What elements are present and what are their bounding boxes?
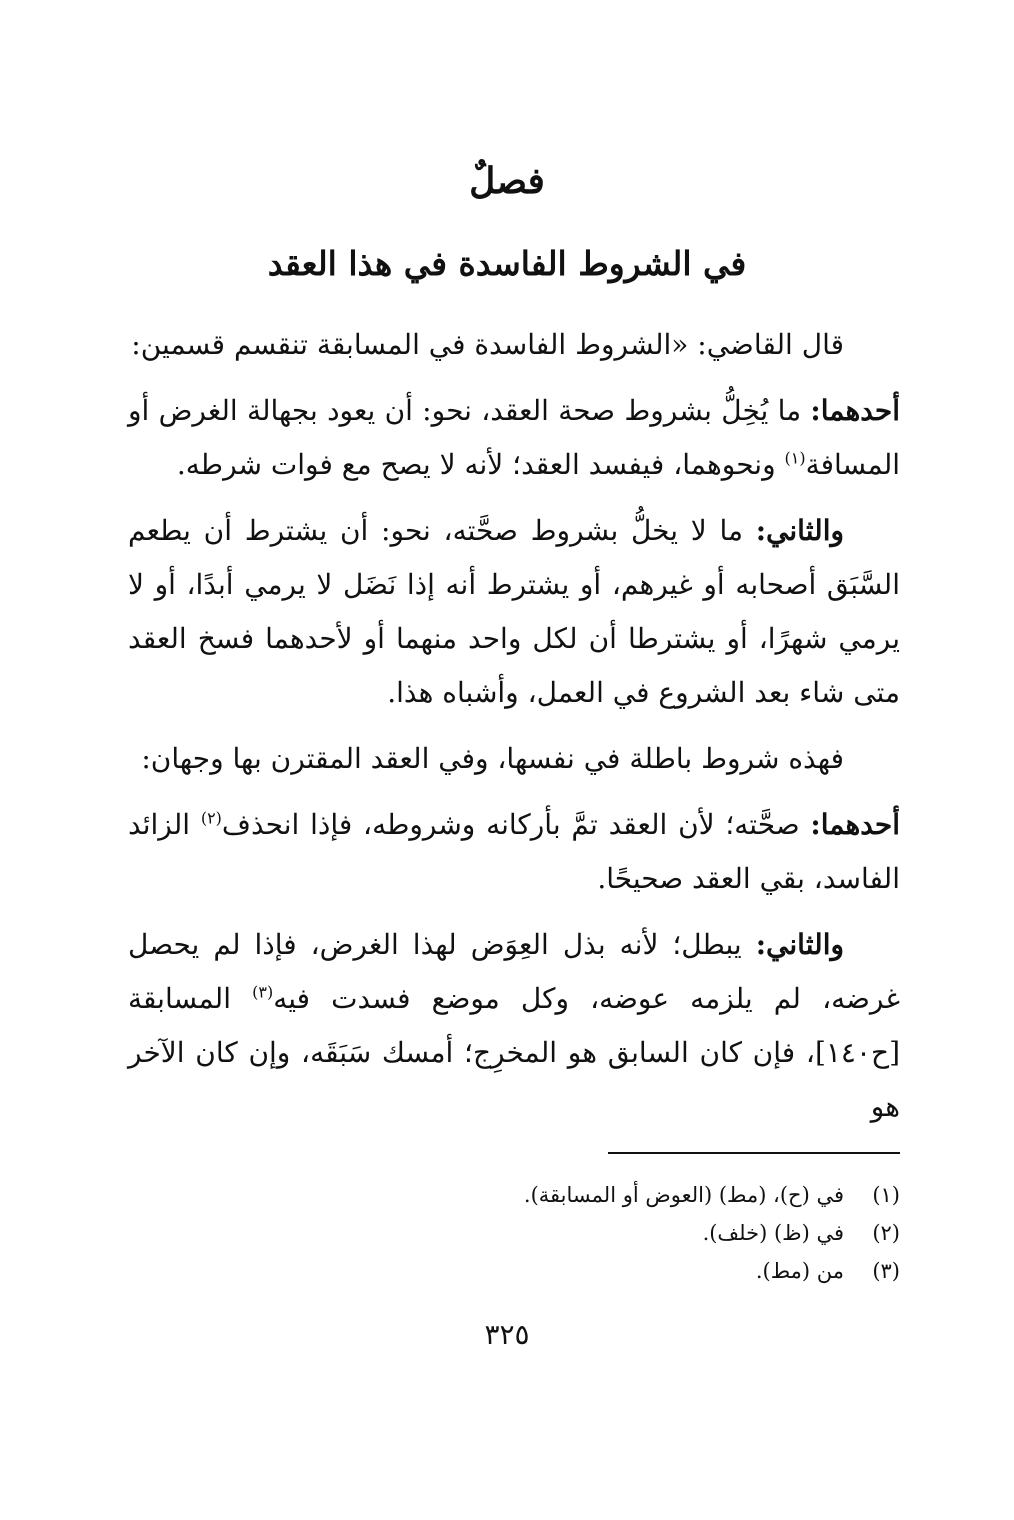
footnote-number: (١)	[872, 1183, 900, 1207]
footnote-text: في (ح)، (مط) (العوض أو المسابقة).	[523, 1183, 844, 1207]
paragraph-4	[128, 732, 900, 786]
footnote-ref-2: (٢)	[200, 808, 222, 828]
paragraph-text: فهذه شروط باطلة في نفسها، وفي العقد المقترن بها وجهان:	[141, 742, 844, 775]
paragraph-text-after: المسابقة [ح١٤٠]، فإن كان السابق هو المخرِج؛ أمسك سَبَقَه، وإن كان الآخر هو	[128, 982, 900, 1123]
paragraph-text: ما يُخِلُّ بشروط صحة العقد، نحو: أن يعود بجهالة الغرض أو المسافة	[128, 394, 900, 481]
page-number: ٣٢٥	[484, 1318, 530, 1351]
footnote-text: من (مط).	[755, 1259, 844, 1283]
paragraph-text: ما لا يخلُّ بشروط صحَّته، نحو: أن يشترط أن يطعم السَّبَق أصحابه أو غيرهم، أو يشترط أنه إذا نَضَل لا يرمي أبدًا، أو لا يرمي شهرًا، أو يشترطا أن لكل واحد منهما أو لأحدهما فسخ العقد متى شاء بعد الشروع في العمل، وأشباه هذا.	[128, 514, 900, 709]
footnote-ref-3: (٣)	[252, 982, 274, 1002]
paragraph-1	[128, 318, 900, 372]
footnote-item	[128, 1252, 900, 1290]
footnotes	[128, 1176, 900, 1290]
chapter-heading: فصلٌ	[469, 160, 545, 202]
paragraph-lead: والثاني:	[755, 514, 844, 547]
footnote-number: (٢)	[872, 1221, 900, 1245]
footnote-ref-1: (١)	[784, 448, 806, 468]
footnote-divider	[608, 1152, 900, 1154]
footnote-number: (٣)	[872, 1259, 900, 1283]
section-heading: في الشروط الفاسدة في هذا العقد	[267, 244, 747, 283]
footnote-text: في (ظ) (خلف).	[702, 1221, 844, 1245]
paragraph-lead: أحدهما:	[810, 394, 900, 427]
paragraph-lead: أحدهما:	[810, 808, 900, 841]
paragraph-text: يبطل؛ لأنه بذل العِوَض لهذا الغرض، فإذا لم يحصل غرضه، لم يلزمه عوضه، وكل موضع فسدت فيه	[128, 928, 900, 1015]
footnote-item	[128, 1176, 900, 1214]
paragraph-2	[128, 384, 900, 492]
paragraph-text: صحَّته؛ لأن العقد تمَّ بأركانه وشروطه، فإذا انحذف	[221, 808, 811, 841]
paragraph-5	[128, 798, 900, 906]
paragraph-lead: والثاني:	[755, 928, 844, 961]
paragraph-text: قال القاضي: «الشروط الفاسدة في المسابقة تنقسم قسمين:	[131, 328, 844, 361]
paragraph-6	[128, 918, 900, 1134]
footnote-item	[128, 1214, 900, 1252]
body-text	[128, 318, 900, 1146]
paragraph-text-after: الزائد الفاسد، بقي العقد صحيحًا.	[128, 808, 900, 895]
paragraph-text-after: ونحوهما، فيفسد العقد؛ لأنه لا يصح مع فوات شرطه.	[176, 448, 785, 481]
paragraph-3	[128, 504, 900, 720]
